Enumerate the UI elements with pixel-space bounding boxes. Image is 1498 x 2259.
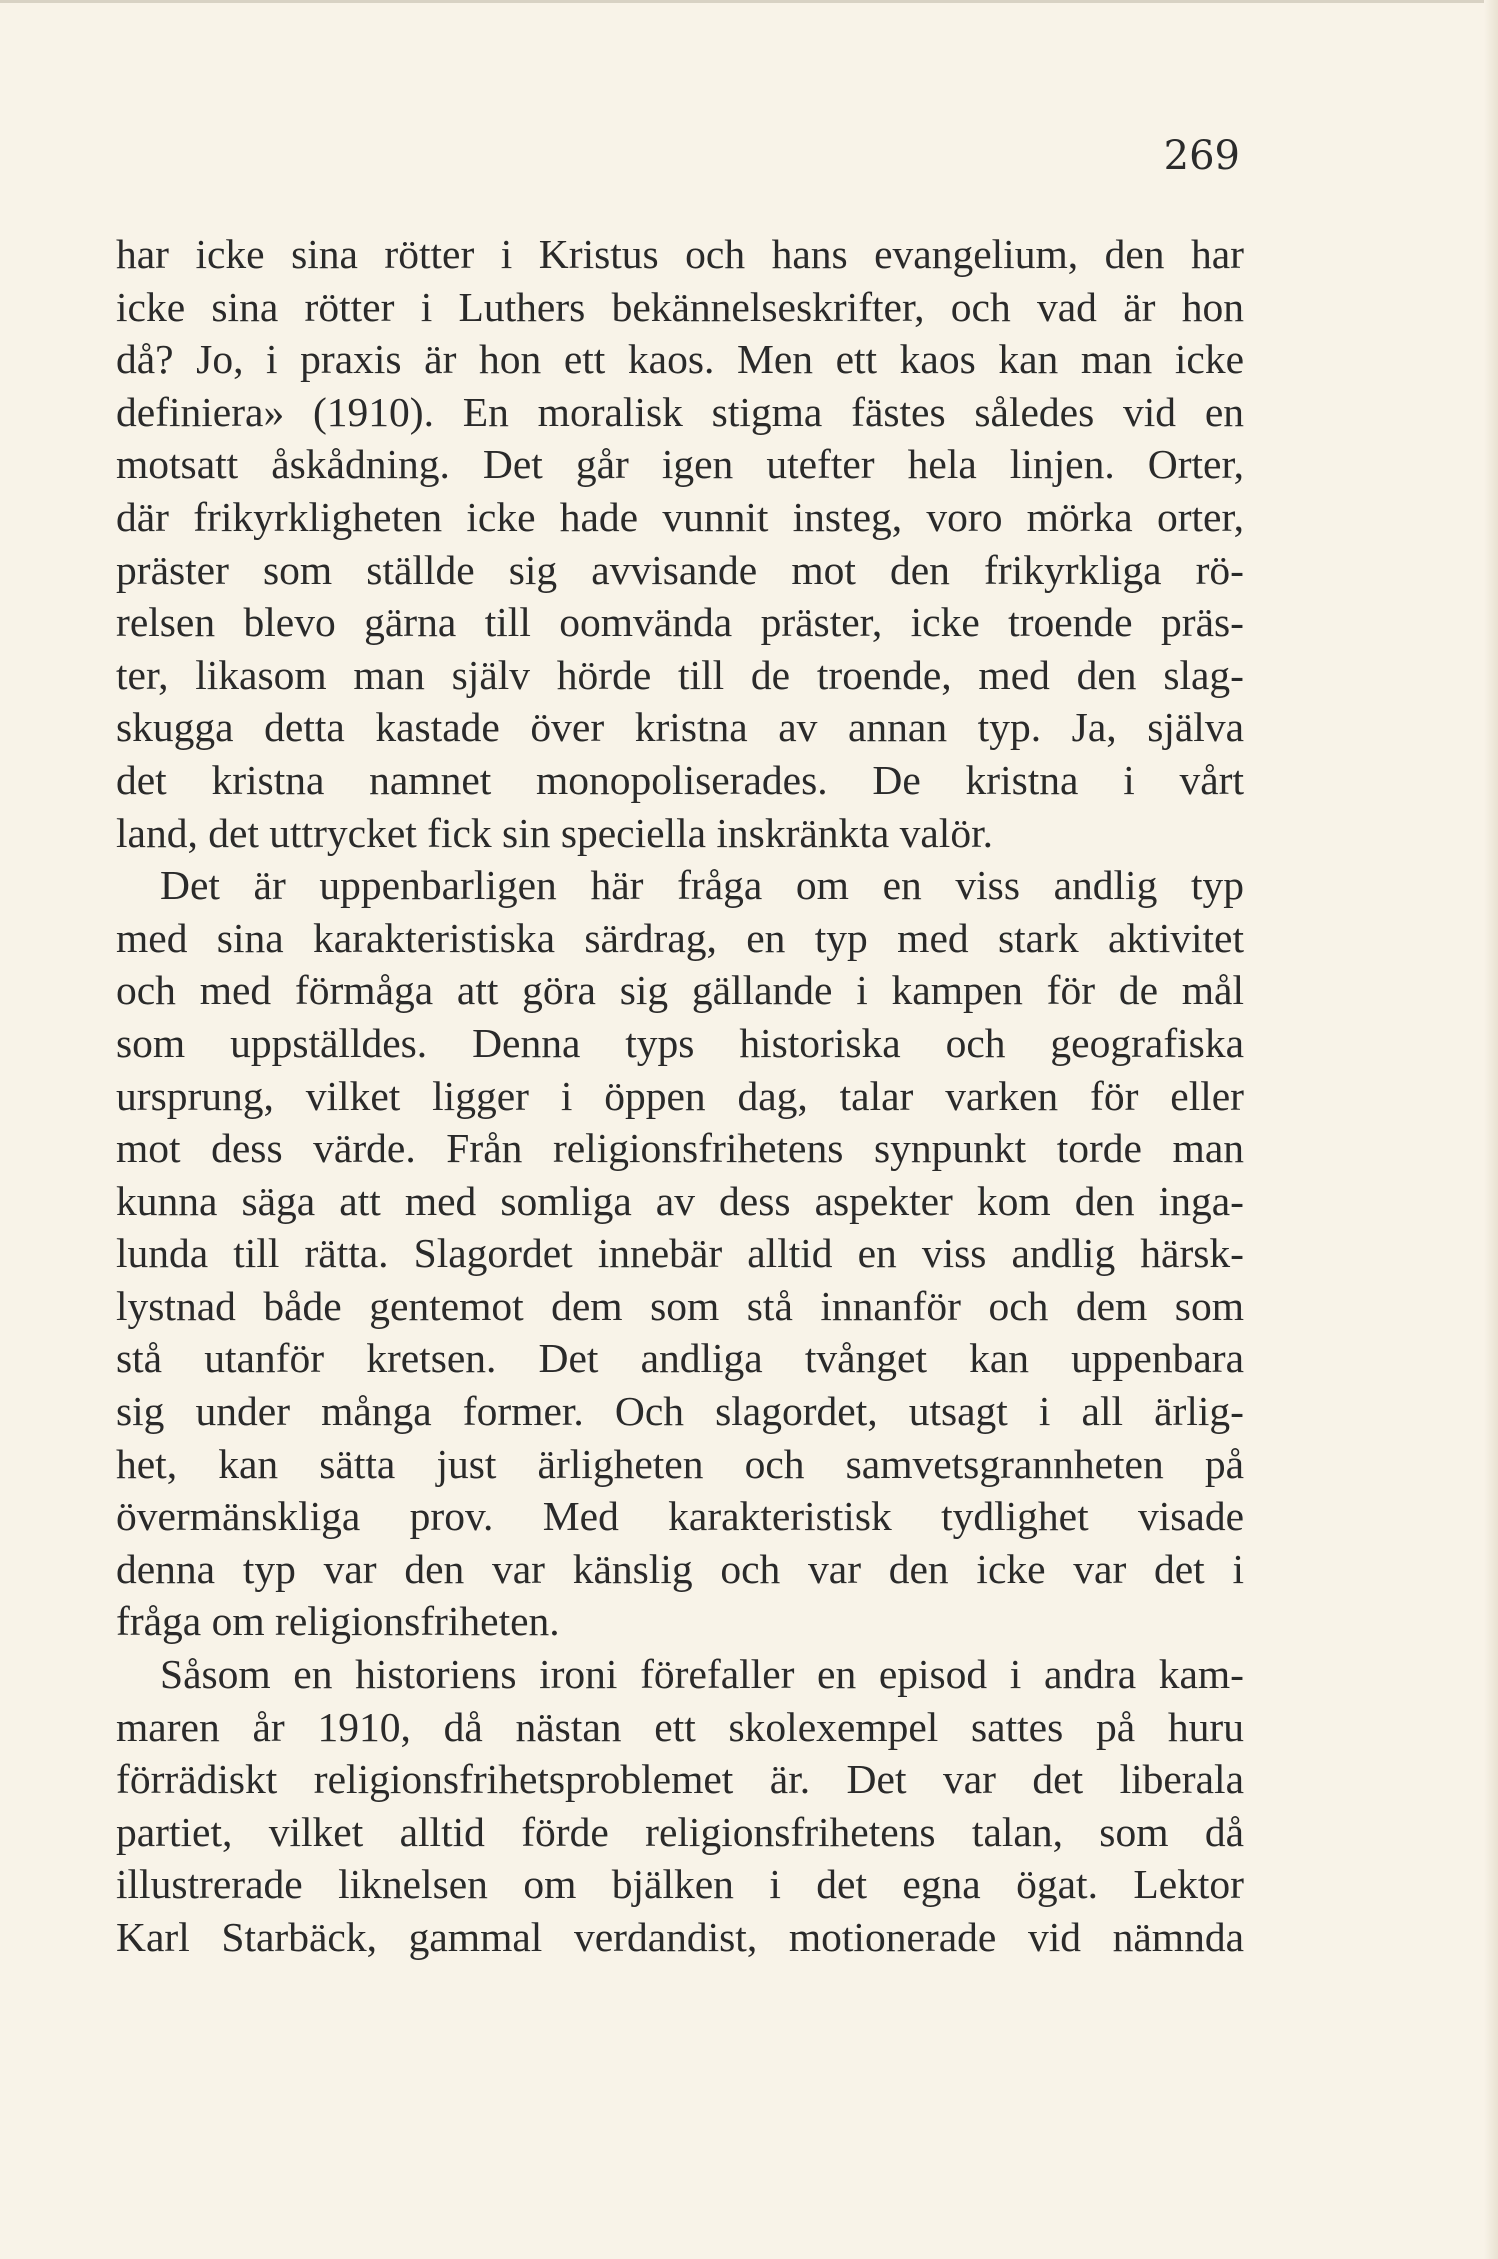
text-line: definiera» (1910). En moralisk stigma fästes således vid en: [116, 388, 1244, 435]
text-line: icke sina rötter i Luthers bekännelseskrifter, och vad är hon: [116, 283, 1244, 330]
text-line: förrädiskt religionsfrihetsproblemet är. Det var det liberala: [116, 1756, 1244, 1803]
text-line: det kristna namnet monopoliserades. De kristna i vårt: [116, 756, 1244, 803]
text-line: då? Jo, i praxis är hon ett kaos. Men ett kaos kan man icke: [116, 336, 1244, 383]
text-line: skugga detta kastade över kristna av annan typ. Ja, själva: [116, 704, 1244, 751]
text-line: denna typ var den var känslig och var den icke var det i: [116, 1545, 1244, 1592]
text-line: sig under många former. Och slagordet, utsagt i all ärlig-: [116, 1388, 1244, 1435]
text-line: som uppställdes. Denna typs historiska och geografiska: [116, 1019, 1244, 1066]
text-line: har icke sina rötter i Kristus och hans evangelium, den har: [116, 231, 1244, 277]
text-line: het, kan sätta just ärligheten och samvetsgrannheten på: [116, 1440, 1244, 1487]
text-line: land, det uttrycket fick sin speciella inskränkta valör.: [116, 809, 993, 856]
text-line: lystnad både gentemot dem som stå innanför och dem som: [116, 1282, 1244, 1329]
text-line: mot dess värde. Från religionsfrihetens synpunkt torde man: [116, 1125, 1244, 1172]
text-line: Karl Starbäck, gammal verdandist, motionerade vid nämnda: [116, 1914, 1244, 1960]
text-line: Såsom en historiens ironi förefaller en episod i andra kam-: [160, 1651, 1244, 1698]
text-line: präster som ställde sig avvisande mot den frikyrkliga rö-: [116, 546, 1244, 593]
page-number: 269: [1163, 133, 1240, 179]
page-edge-shadow: [1484, 0, 1498, 2259]
body-text: [116, 228, 1244, 1964]
text-line: motsatt åskådning. Det går igen utefter hela linjen. Orter,: [116, 441, 1244, 488]
text-line: och med förmåga att göra sig gällande i kampen för de mål: [116, 967, 1244, 1014]
text-line: fråga om religionsfriheten.: [116, 1598, 560, 1645]
text-line: illustrerade liknelsen om bjälken i det egna ögat. Lektor: [116, 1861, 1244, 1908]
text-line: ursprung, vilket ligger i öppen dag, talar varken för eller: [116, 1072, 1244, 1119]
text-line: där frikyrkligheten icke hade vunnit insteg, voro mörka orter,: [116, 493, 1244, 540]
text-line: stå utanför kretsen. Det andliga tvånget kan uppenbara: [116, 1335, 1244, 1382]
text-line: övermänskliga prov. Med karakteristisk tydlighet visade: [116, 1493, 1244, 1540]
text-line: partiet, vilket alltid förde religionsfrihetens talan, som då: [116, 1808, 1244, 1855]
text-line: maren år 1910, då nästan ett skolexempel sattes på huru: [116, 1703, 1244, 1750]
text-line: kunna säga att med somliga av dess aspekter kom den inga-: [116, 1177, 1244, 1224]
text-line: Det är uppenbarligen här fråga om en viss andlig typ: [160, 862, 1244, 909]
text-line: ter, likasom man själv hörde till de troende, med den slag-: [116, 651, 1244, 698]
text-line: lunda till rätta. Slagordet innebär alltid en viss andlig härsk-: [116, 1230, 1244, 1277]
page-top-edge: [0, 0, 1498, 3]
text-line: med sina karakteristiska särdrag, en typ med stark aktivitet: [116, 914, 1244, 961]
text-line: relsen blevo gärna till oomvända präster, icke troende präs-: [116, 599, 1244, 646]
